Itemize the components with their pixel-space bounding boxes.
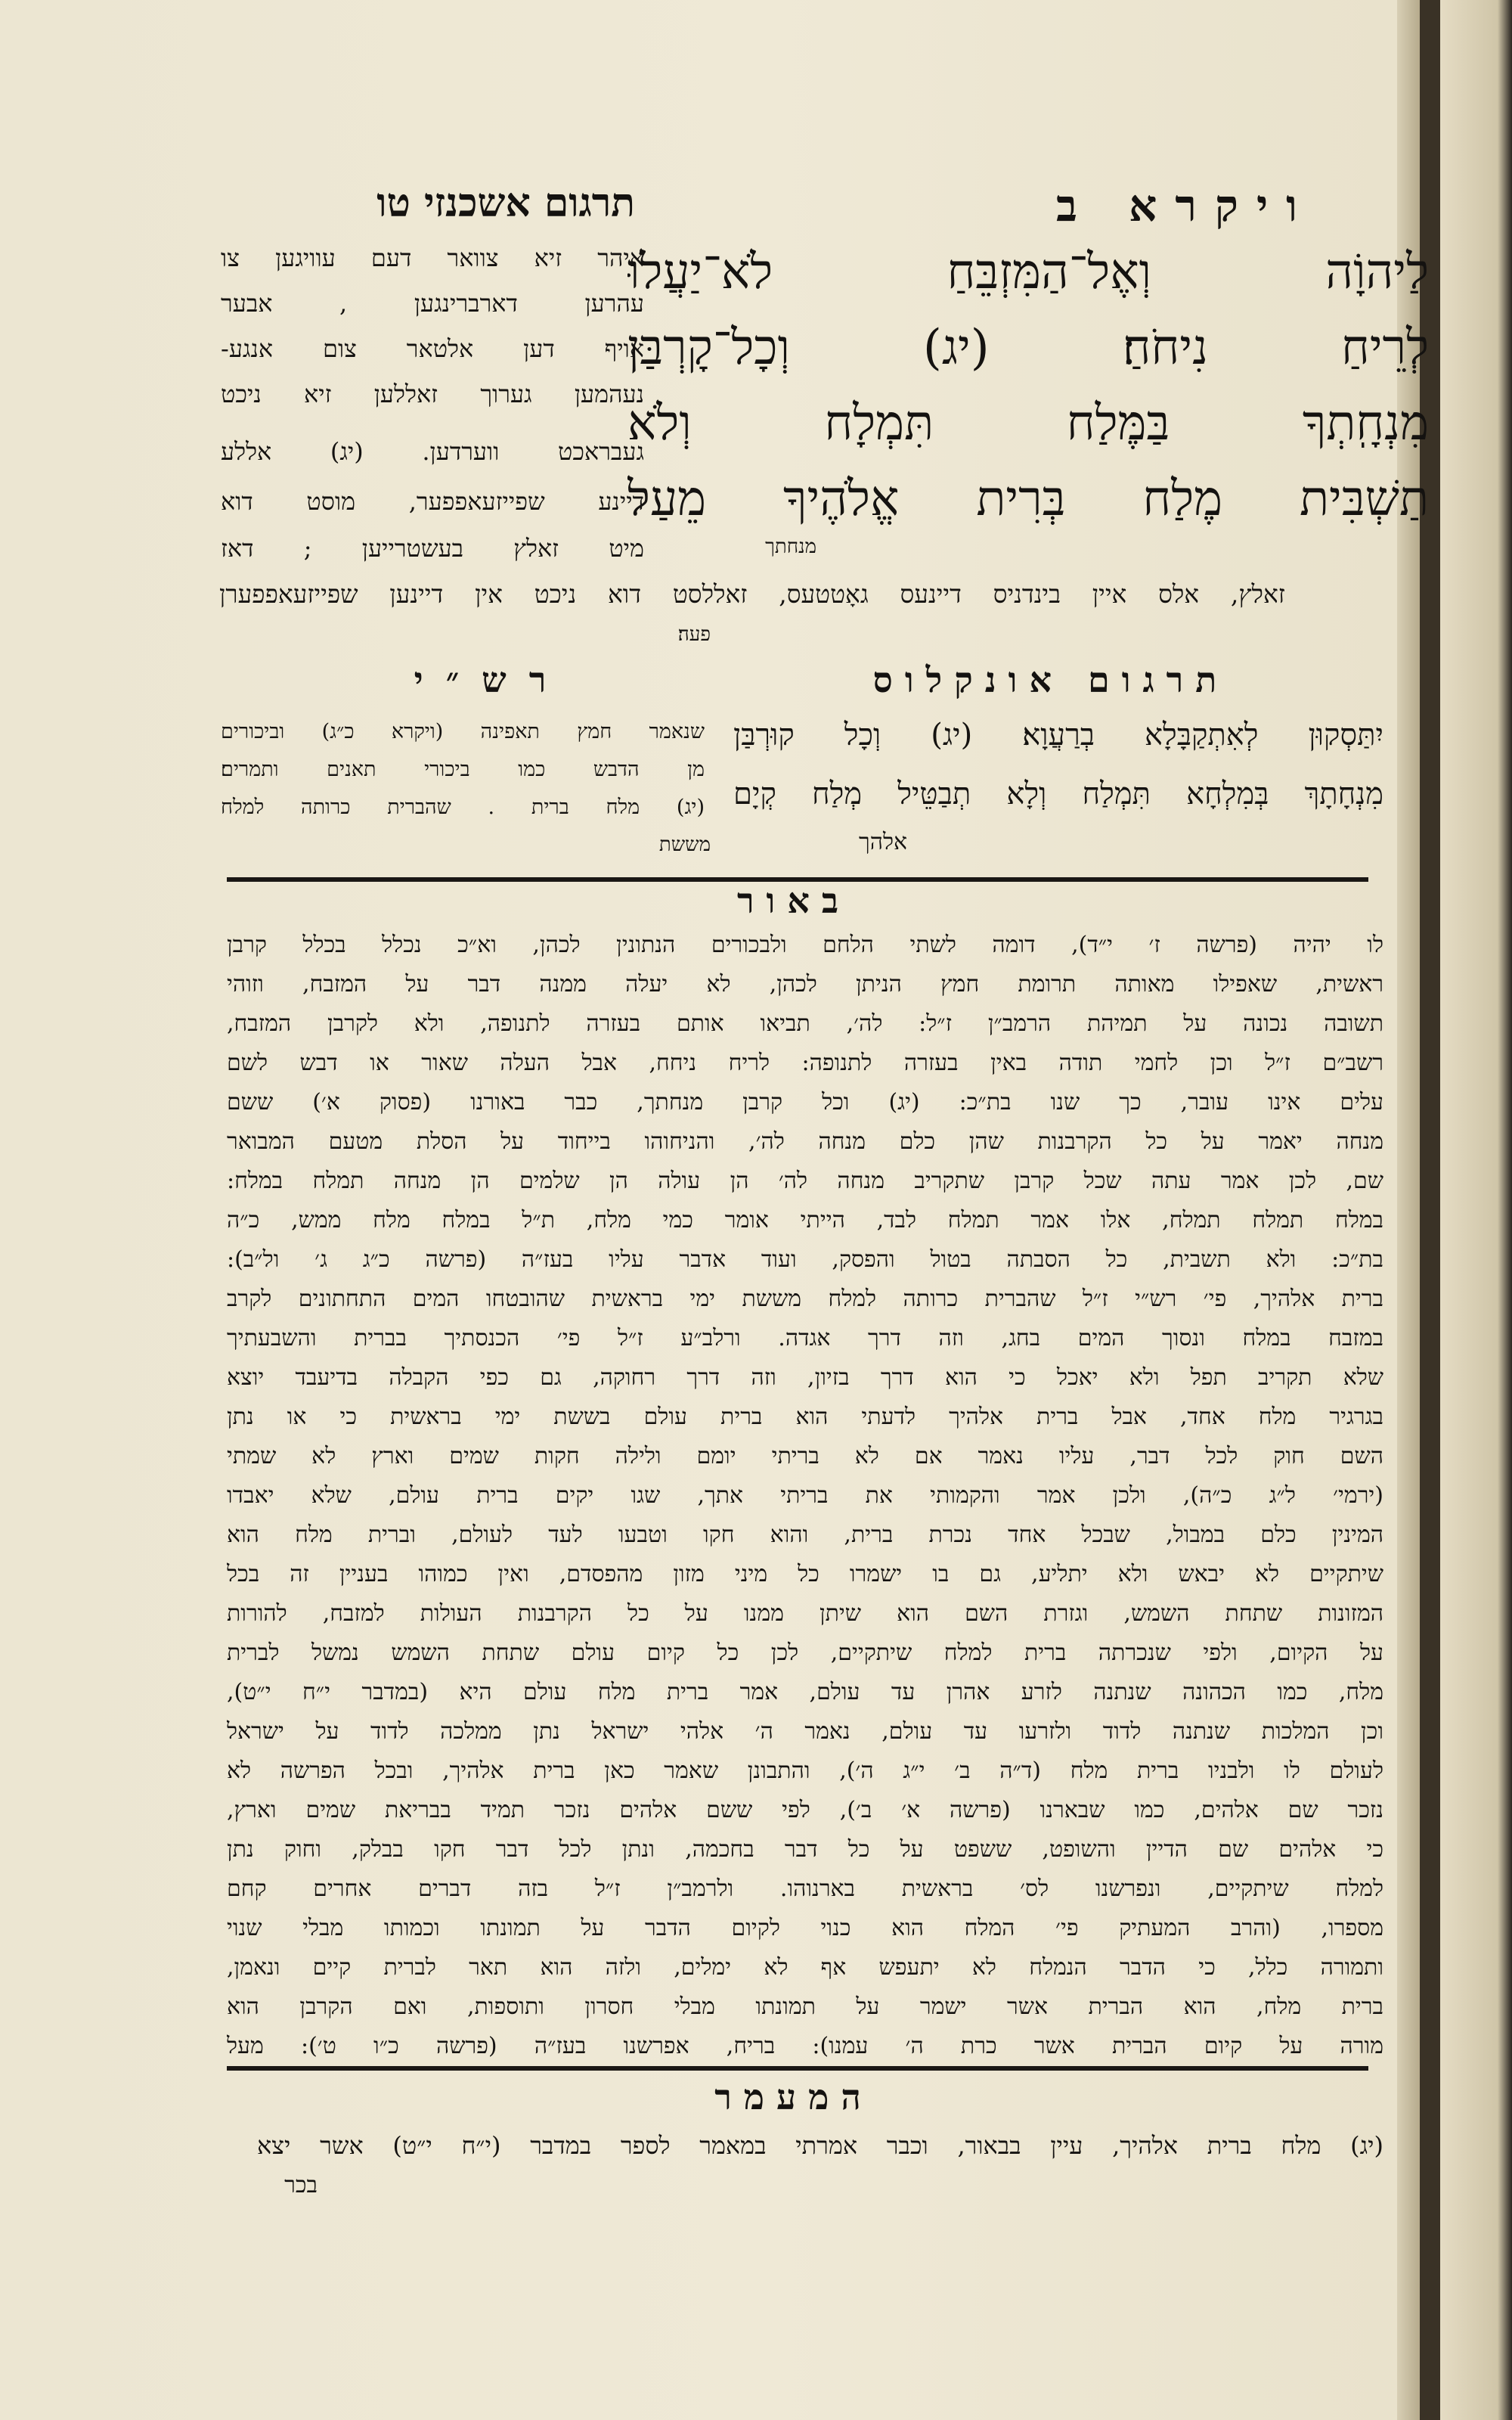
biur-text-line: מלח, כמו הכהונה שנתנה לזרע אהרן עד עולם, אמר ברית מלח עולם היא (במדבר י״ח י״ט), xyxy=(227,1679,1383,1705)
biur-text-line: לעולם לו ולבניו ברית מלח (ד״ה ב׳ י״ג ה׳), והתבונן שאמר כאן ברית אלהיך, ובכל הפרשה לא xyxy=(227,1758,1383,1784)
biur-text-line: מורה על קיום הברית אשר כרת ה׳ עמנו): בריח, אפרשנו בעז״ה (פרשה כ״ו ט׳): מעל xyxy=(227,2033,1383,2059)
rashi-heading: רש״י xyxy=(414,659,569,700)
section-divider xyxy=(227,2066,1368,2071)
yiddish-text-line: געברא‌כט ווערדען. (יג) אללע xyxy=(221,437,644,466)
biur-text-line: המזונות שתחת השמש, וגזרת השם הוא שיתן ממנו על כל הקרבנות העולות למזבח, להורות xyxy=(227,1600,1383,1627)
biur-text-line: ברית אלהיך, פי׳ רש״י ז״ל שהברית כרותה למלח מששת ימי בראשית שהובטחו המים התחתונים לקרב xyxy=(227,1286,1383,1312)
biur-text-line: המינין כלם במבול, שבכל אחד נכרת ברית, והוא חקו וטבעו לעד לעולם, וברית מלח הוא xyxy=(227,1522,1383,1548)
running-header-book: ויקרא ב xyxy=(1056,180,1315,231)
biur-text-line: ותמורה כלל, כי הדבר הנמלח לא יתעפש אף לא ימלים, ולזה הוא תאר לברית קיים ונאמן, xyxy=(227,1954,1383,1981)
biur-text-line: על הקיום, ולפי שנכרתה ברית למלח שיתקיים, לכן כל קיום עולם שתחת השמש נמשל לברית xyxy=(227,1640,1383,1666)
rashi-text-line: (יג) מלח ברית . שהברית כרותה למלח xyxy=(221,796,705,819)
onkelos-catchword: אלהך xyxy=(858,829,907,855)
biur-text-line: השם חוק לכל דבר, עליו נאמר אם לא בריתי יומם ולילה חקות שמים וארץ לא שמתי xyxy=(227,1443,1383,1469)
biur-text-line: כי אלהים שם הדיין והשופט, ששפט על כל דבר בחכמה, ונתן לכל דבר חקו בבלק, וחוק נתן xyxy=(227,1836,1383,1863)
biur-text-line: שיתקיים לא יבאש ולא יתליע, גם בו ישמרו כל מיני מזון מהפסדם, ואין כמוהו בעניין זה בכל xyxy=(227,1561,1383,1587)
yiddish-text-line: איהר זיא צוואר דעם עוויגען צו xyxy=(221,244,644,272)
yiddish-text-line: דיינע שפייזעאפפער, מוסט דוא xyxy=(221,487,644,516)
biur-text-line: נזכר שם אלהים, כמו שבארנו (פרשה א׳ ב׳), לפי ששם אלהים נזכר תמיד בבריאת שמים וארץ, xyxy=(227,1797,1383,1823)
biur-text-line: לו יהיה (פרשה ז׳ י״ד), דומה לשתי הלחם ולבכורים הנתונין לכהן, וא״כ נכלל בכלל קרבן xyxy=(227,932,1383,958)
yiddish-text-line: אויף דען אלטאר צום אנגע- xyxy=(221,334,644,363)
biur-text-line: עלים אינו עובר, כך שנו בת״כ: (יג) וכל קרבן מנחתך, כבר באורנו (פסוק א׳) ששם xyxy=(227,1089,1383,1115)
biur-text-line: וכן המלכות שנתנה לדוד ולזרעו עד עולם, נאמר ה׳ אלהי ישראל נתן ממלכה לדוד על ישראל xyxy=(227,1718,1383,1745)
rashi-text-line: מן הדבש כמו ביכורי תאנים ותמרים׃ xyxy=(221,758,705,781)
hameamar-text-line: (יג) מלח ברית אלהיך, עיין בבאור, וכבר אמרתי במאמר לספר במדבר (י״ח י״ט) אשר יצא xyxy=(257,2131,1383,2160)
hebrew-text-line: לַיהוָֹה וְאֶל־הַמִּזְבֵּחַ לֹא־יַעֲלוּ xyxy=(627,244,1429,300)
biur-text-line: ברית מלח, הוא הברית אשר ישמר על תמונתו מבלי חסרון ותוספות, ואם הקרבן הוא xyxy=(227,1993,1383,2020)
yiddish-text-line: נעהמען גערוך זאללען זיא ניכט xyxy=(221,380,644,408)
biur-text-line: בת״כ: ולא תשבית, כל הסבתה בטול והפסק, ועוד אדבר עליו בעז״ה (פרשה כ״ג ג׳ ול״ב): xyxy=(227,1246,1383,1273)
biur-text-line: במלח תמלח תמלח, אלו אמר תמלח לבד, הייתי אומר כמי מלח, ת״ל במלח מלח ממש, כ״ה xyxy=(227,1207,1383,1233)
biur-text-line: ראשית, שאפילו מאותה תרומת חמץ הניתן לכהן, לא יעלה ממנה דבר על המזבח, וזוהי xyxy=(227,971,1383,997)
hameamar-catchword: בכר xyxy=(284,2172,318,2198)
hameamar-heading: המעמר xyxy=(714,2077,873,2118)
biur-text-line: מספרו, (והרב המעתיק פי׳ המלח הוא כנוי לקיום הדבר על תמונתו וכמותו מבלי שנוי xyxy=(227,1915,1383,1941)
biur-text-line: שלא תקריב תפל ולא יאכל כי הוא דרך בזיון, וזה דרך רחוקה, גם כפי הקבלה בדיעבד יוצא xyxy=(227,1364,1383,1391)
onkelos-heading: תרגום אונקלוס xyxy=(872,659,1229,700)
biur-text-line: מנחה יאמר על כל הקרבנות שהן כלם מנחה לה׳, והניחוהו בייחוד על הסלת מטעם המבואר xyxy=(227,1128,1383,1155)
biur-text-line: במזבח במלח ונסוך המים בחג, וזה דרך אגדה. ורלב״ע ז״ל פי׳ הכנסתיך בברית והשבעתיך xyxy=(227,1325,1383,1351)
biur-text-line: בגרגיר מלח אחד, אבל ברית אלהיך לדעתי הוא ברית עולם בששת ימי בראשית כי או נתן xyxy=(227,1404,1383,1430)
hebrew-catchword: מנחתך xyxy=(765,535,816,558)
biur-heading: באור xyxy=(736,880,851,921)
biur-text-line: רשב״ם ז״ל וכן לחמי תודה באין בעזרה לתנופה: לריח ניחח, אבל העלה שאור או דבש לשם xyxy=(227,1050,1383,1076)
onkelos-text-line: יִתַּסְקוּן לְאִתְקַבָּלָא בְרַעֲוָא׃ (יג) וְכָל קוּרְבַּן xyxy=(733,718,1383,752)
rashi-catchword: מששת xyxy=(658,833,711,856)
rashi-text-line: שנאמר חמץ תאפינה (ויקרא כ״ג) וביכורים xyxy=(221,720,705,743)
hebrew-text-line: מִנְחָֽתְךָ בַּמֶּלַח תִּמְלָח וְלֹא xyxy=(627,396,1429,451)
running-header-translation: תרגום אשכנזי טו xyxy=(376,180,635,226)
onkelos-text-line: מִנְחָתָךְ בְּמִלְחָא תִּמְלַח וְלָא תְבַטֵּיל מְלַח קְיָם xyxy=(733,777,1383,811)
hebrew-text-line: תַשְׁבִּית מֶלַח בְּרִית אֱלֹהֶיךָ מֵעַל xyxy=(627,471,1429,527)
biur-text-line: למלח שיתקיים, ונפרשנו לס׳ בראשית בארנוהו. ולרמב״ן ז״ל בזה דברים אחרים קחם xyxy=(227,1876,1383,1902)
yiddish-text-line: מיט זאלץ בעשטרייען ; דאז xyxy=(221,534,644,563)
biur-text-line: (ירמי׳ ל״ג כ״ה), ולכן אמר והקמותי את בריתי אתך, שגו יקים ברית עולם, שלא יאבדו xyxy=(227,1482,1383,1509)
yiddish-text-line: עהרען דארברינגען , אבער xyxy=(221,289,644,318)
biur-text-line: שם, לכן אמר עתה שכל קרבן שתקריב מנחה לה׳ הן עולה הן שלמים הן מנחה תמלח במלח: xyxy=(227,1168,1383,1194)
hebrew-text-line: לְרֵיחַ נִיחֹחַ׃ (יג) וְכָל־קָרְבַּן xyxy=(627,320,1429,376)
yiddish-full-width-line: זאלץ, אלס איין בינדניס דיינעס גאָטטעס, זאללסט דוא ניכט אין דיינען שפייזעאפפערן xyxy=(219,579,1285,609)
adjacent-page-edge xyxy=(1440,0,1512,2420)
yiddish-last-word: פעה׃ xyxy=(677,623,711,646)
biur-text-line: תשובה נכונה על תמיהת הרמב״ן ז״ל: לה׳, תביאו אותם בעזרה לתנופה, ולא לקרבן המזבח, xyxy=(227,1010,1383,1037)
